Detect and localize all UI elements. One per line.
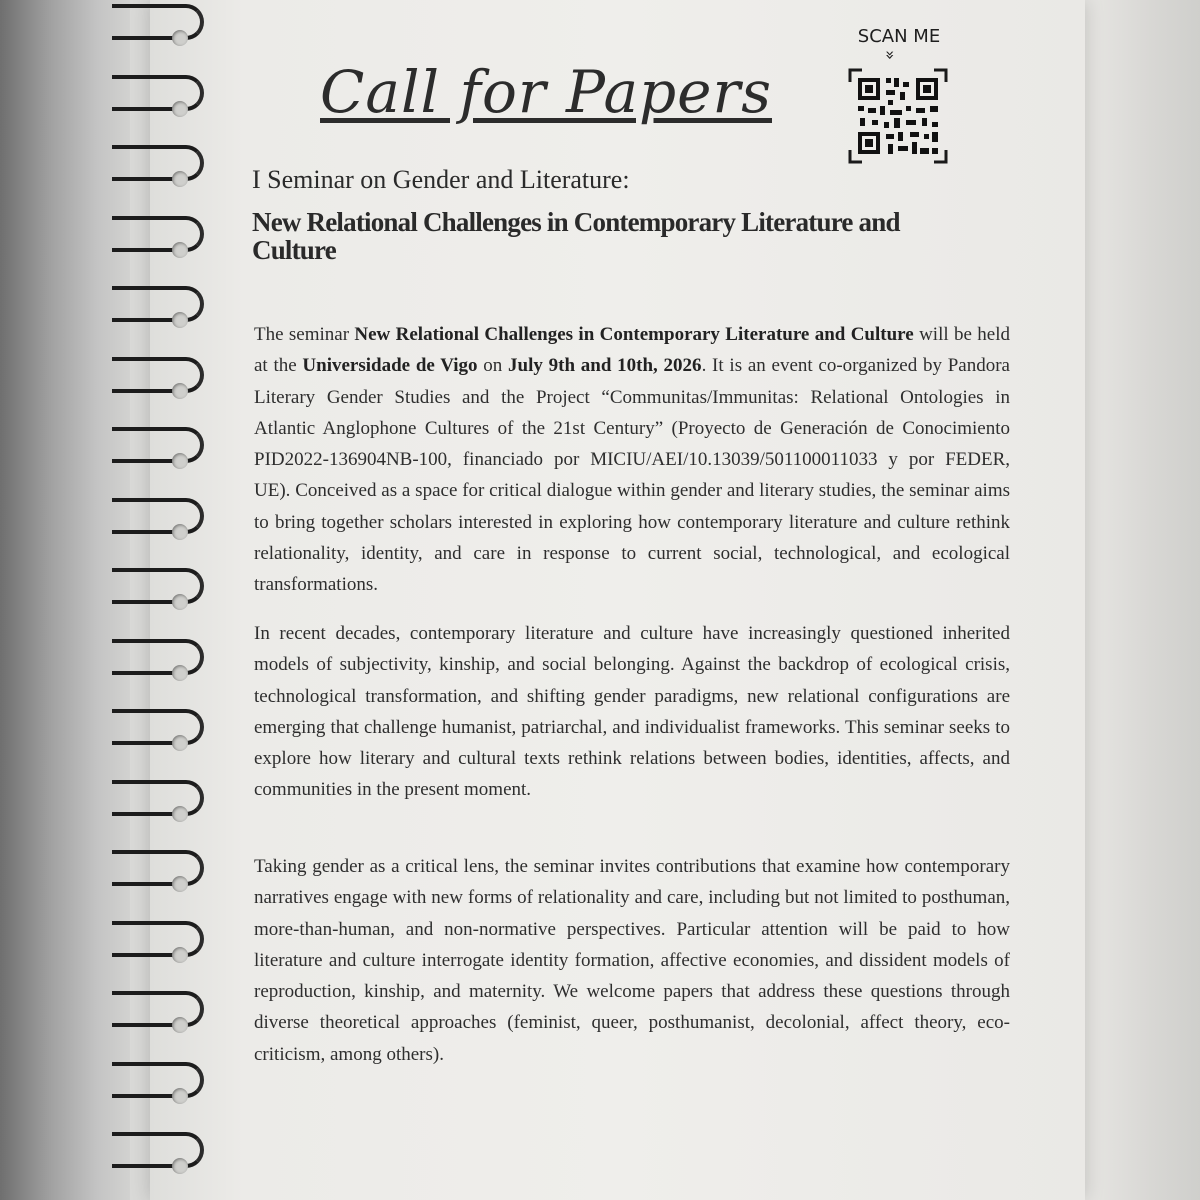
binding-hole <box>172 876 188 892</box>
page-title: Call for Papers <box>320 58 772 126</box>
spiral-loop <box>112 639 204 675</box>
spiral-loop <box>112 921 204 957</box>
binding-hole <box>172 806 188 822</box>
binding-hole <box>172 30 188 46</box>
seminar-subtitle: New Relational Challenges in Contemporary Literature and Culture <box>252 207 900 265</box>
binding-hole <box>172 171 188 187</box>
spiral-loop <box>112 498 204 534</box>
binding-hole <box>172 947 188 963</box>
spiral-loop <box>112 427 204 463</box>
background-left <box>0 0 130 1200</box>
spiral-loop <box>112 1132 204 1168</box>
binding-hole <box>172 1017 188 1033</box>
spiral-loop <box>112 286 204 322</box>
binding-hole <box>172 1088 188 1104</box>
binding-hole <box>172 665 188 681</box>
spiral-loop <box>112 4 204 40</box>
seminar-name-bold: New Relational Challenges in Contemporary Literature and Culture <box>354 324 914 345</box>
spiral-loop <box>112 850 204 886</box>
binding-hole <box>172 594 188 610</box>
spiral-loop <box>112 145 204 181</box>
background-right <box>1080 0 1200 1200</box>
binding-hole <box>172 453 188 469</box>
binding-hole <box>172 242 188 258</box>
binding-hole <box>172 524 188 540</box>
seminar-title: I Seminar on Gender and Literature: <box>252 165 630 194</box>
spiral-loop <box>112 75 204 111</box>
binding-hole <box>172 1158 188 1174</box>
scan-me-label: SCAN ME <box>857 26 941 47</box>
binding-hole <box>172 735 188 751</box>
spiral-loop <box>112 216 204 252</box>
date-bold: July 9th and 10th, 2026 <box>508 355 702 377</box>
binding-hole <box>172 101 188 117</box>
chevron-down-icon: » <box>880 50 900 60</box>
spiral-loop <box>112 357 204 393</box>
venue-bold: Universidade de Vigo <box>302 355 478 377</box>
paragraph-intro: The seminar New Relational Challenges in Contemporary Literature and Culture will be held at the Universidade de Vigo on July 9th and 10th, 2026. It is an event co-organized by Pandora Literary Gender Studies and the Project “Communitas/Immunitas: Relational Ontologies in Atlantic Anglophone Cultures of the 21st Century” (Proyecto de Generación de Conocimiento PID2022-136904NB-100, financiado por MICIU/AEI/10.13039/501100011033 y por FEDER, UE). Conceived as a space for critical dialogue within gender and literary studies, the seminar aims to bring together scholars interested in exploring how contemporary literature and culture rethink relationality, identity, and care in response to current social, technological, and ecological transformations. <box>254 324 1010 596</box>
spiral-loop <box>112 780 204 816</box>
spiral-loop <box>112 568 204 604</box>
paragraph-contributions: Taking gender as a critical lens, the seminar invites contributions that examine how contemporary narratives engage with new forms of relationality and care, including but not limited to posthuman, more-than-human, and non-normative perspectives. Particular attention will be paid to how literature and culture interrogate identity formation, affective economies, and dissident models of reproduction, kinship, and maternity. We welcome papers that address these questions through diverse theoretical approaches (feminist, queer, posthumanist, decolonial, affect theory, eco-criticism, among others). <box>254 856 1010 1065</box>
spiral-binding <box>112 0 222 1200</box>
qr-code-icon[interactable] <box>848 68 948 164</box>
spiral-loop <box>112 709 204 745</box>
spiral-loop <box>112 991 204 1027</box>
paragraph-context: In recent decades, contemporary literature and culture have increasingly questioned inherited models of subjectivity, kinship, and social belonging. Against the backdrop of ecological crisis, technological transformation, and shifting gender paradigms, new relational configurations are emerging that challenge humanist, patriarchal, and individualist frameworks. This seminar seeks to explore how literary and cultural texts rethink relations between bodies, identities, affects, and communities in the present moment. <box>254 623 1010 801</box>
binding-hole <box>172 312 188 328</box>
binding-hole <box>172 383 188 399</box>
spiral-loop <box>112 1062 204 1098</box>
